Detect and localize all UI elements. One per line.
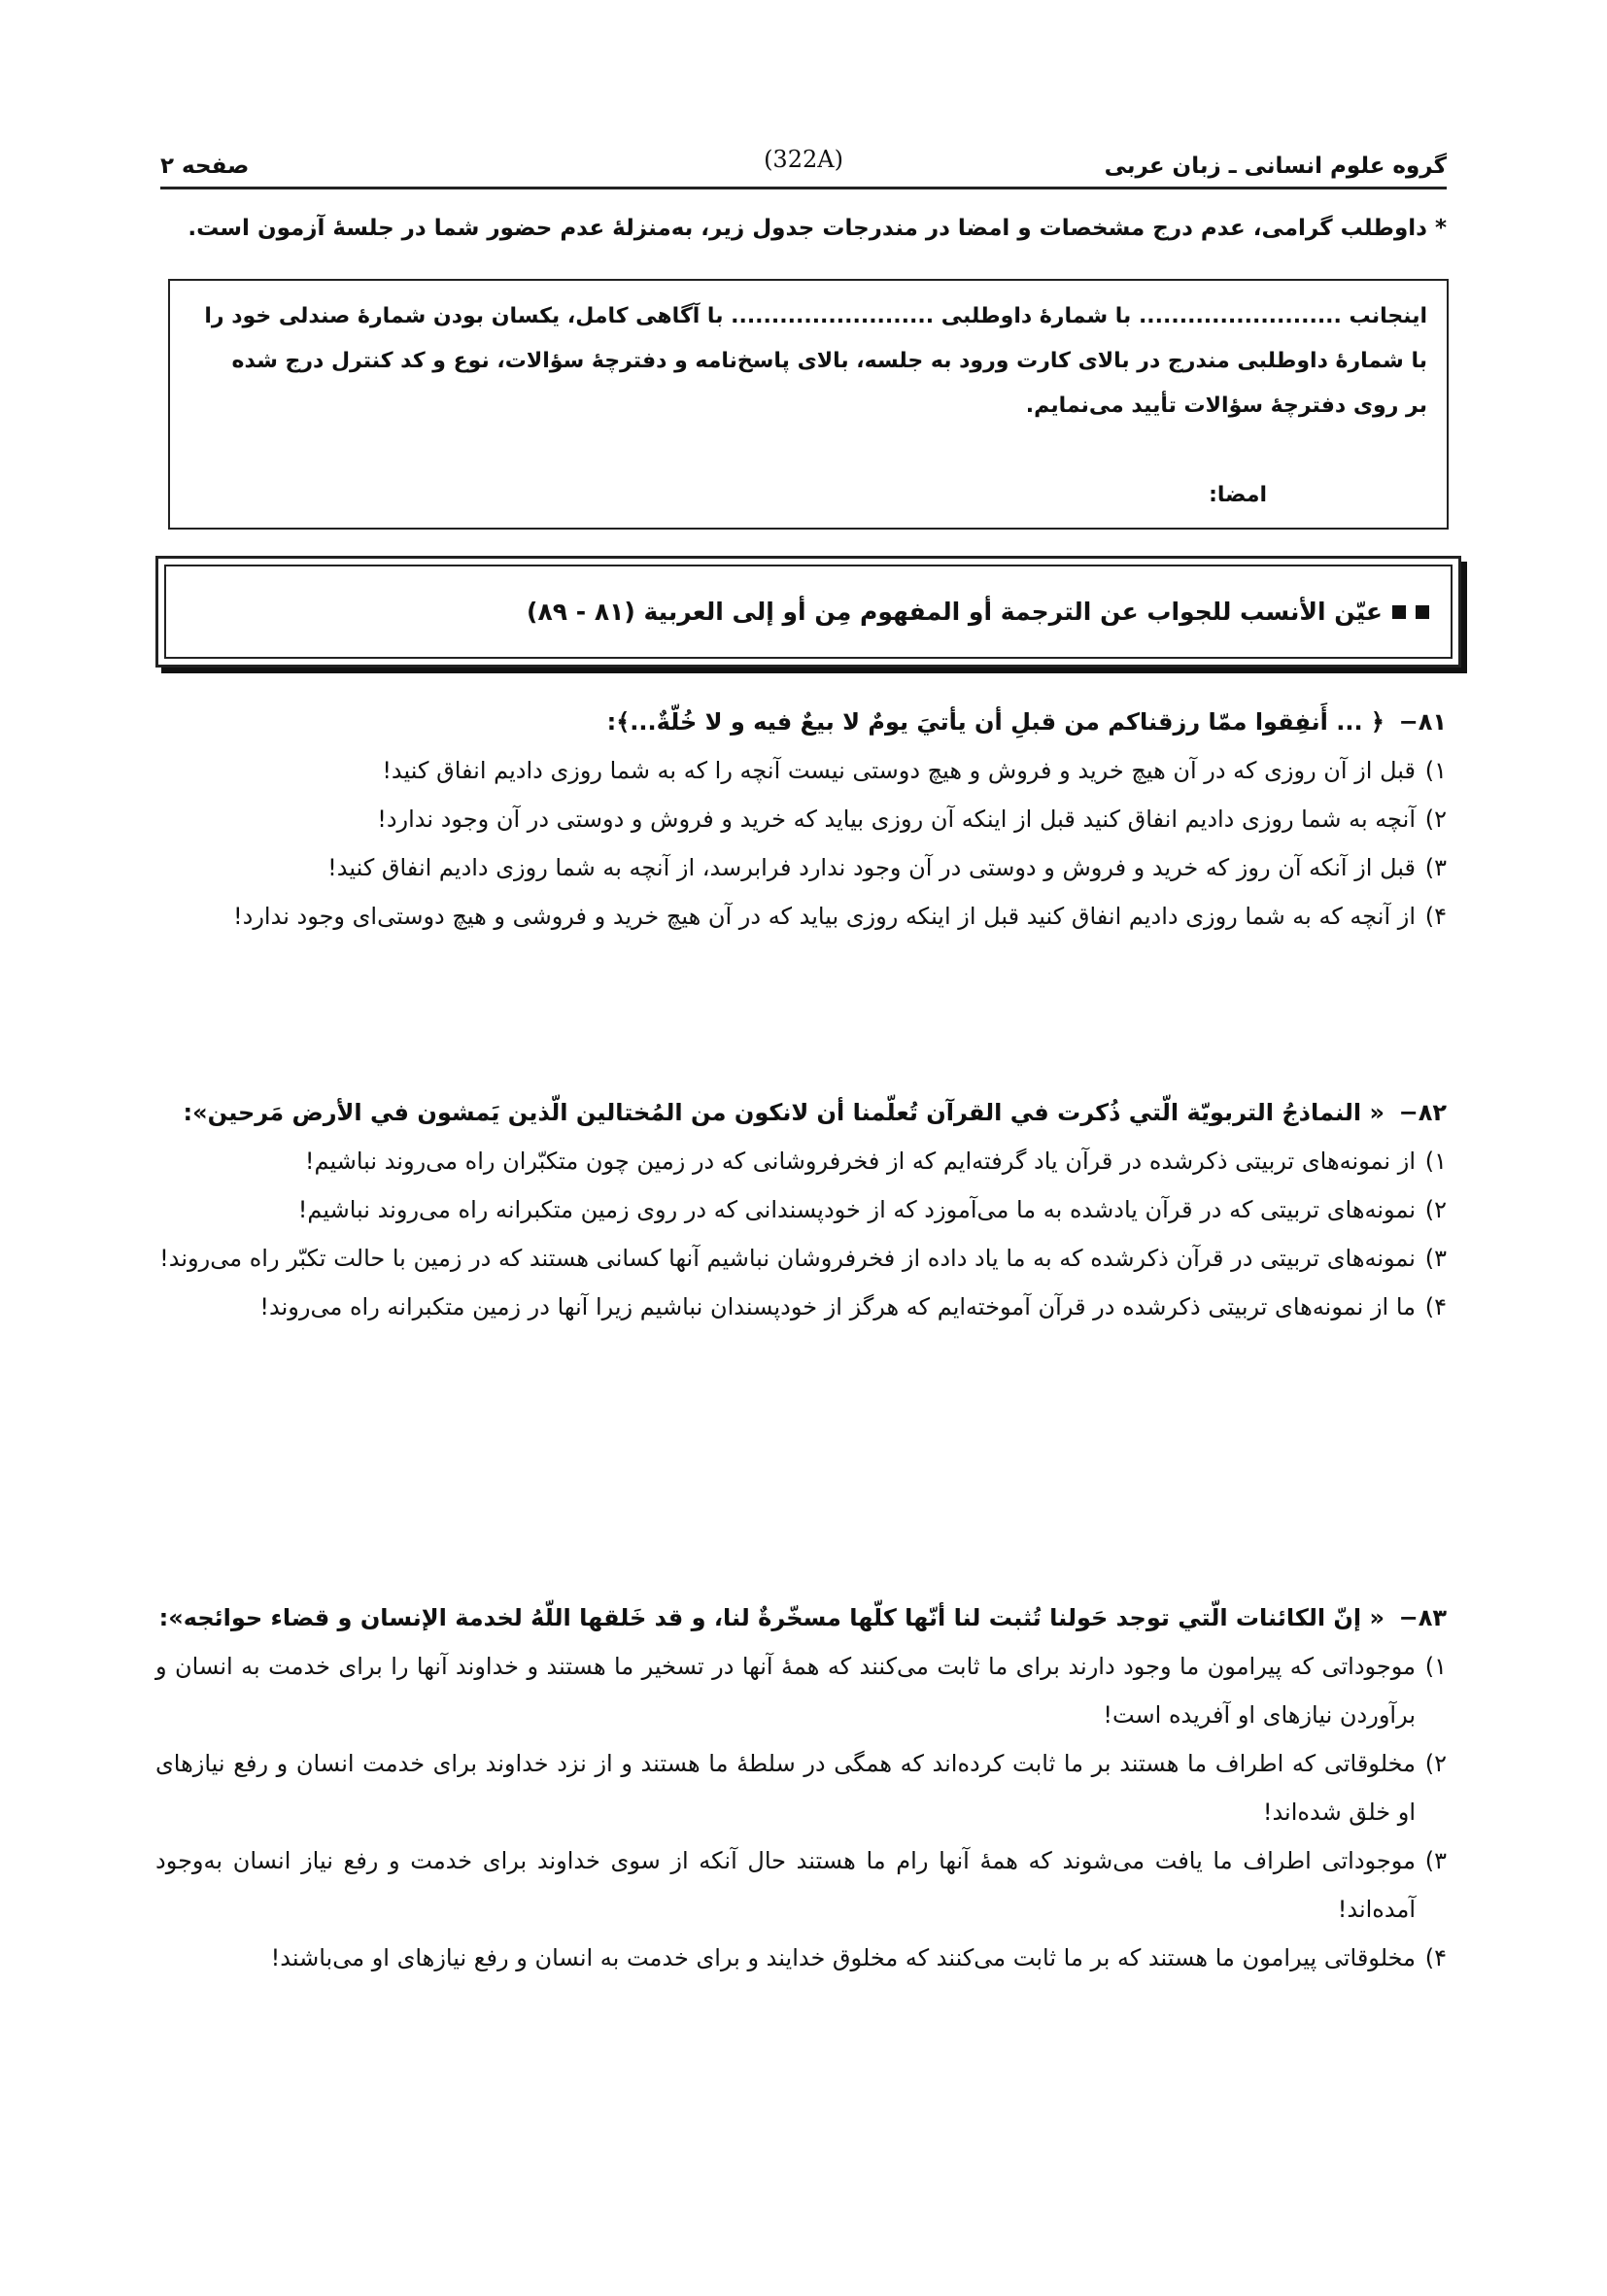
answer-option[interactable] <box>155 1934 1447 1982</box>
option-number: ۳) <box>1424 1245 1447 1272</box>
option-text: ما از نمونه‌های تربیتی ذکرشده در قرآن آموخته‌ایم که هرگز از خودپسندان نباشیم زیرا آنها در زمین متکبرانه راه می‌روند! <box>259 1293 1416 1320</box>
question-82 <box>155 1088 1447 1331</box>
answer-option[interactable] <box>155 1739 1447 1836</box>
answer-option[interactable] <box>155 1234 1447 1283</box>
option-text: از آنچه که به شما روزی دادیم انفاق کنید قبل از اینکه روزی بیاید که در آن هیچ خرید و فروشی و هیچ دوستی‌ای وجود ندارد! <box>233 903 1416 930</box>
option-text: نمونه‌های تربیتی که در قرآن یادشده به ما می‌آموزد که از خودپسندانی که در روی زمین متکبرانه راه می‌روند نباشیم! <box>297 1196 1416 1223</box>
section-title: عیّن الأنسب للجواب عن الترجمة أو المفهوم مِن أو إلی العربیة (۸۱ - ۸۹) <box>527 598 1383 626</box>
option-number: ۱) <box>1424 1653 1447 1680</box>
question-number: ۸۱− <box>1398 708 1447 736</box>
option-number: ۳) <box>1424 854 1447 881</box>
option-number: ۴) <box>1424 1944 1447 1971</box>
question-stem: « إنّ الکائنات الّتي توجد حَولنا تُثبت لنا أنّها کلّها مسخّرةٌ لنا، و قد خَلقها اللّهُ لخدمة الإنسان و قضاء حوائجه»: <box>158 1604 1385 1631</box>
square-bullet-icon <box>1416 605 1429 619</box>
answer-option[interactable] <box>155 843 1447 892</box>
square-bullet-icon <box>1392 605 1406 619</box>
option-number: ۲) <box>1424 1196 1447 1223</box>
option-text: نمونه‌های تربیتی در قرآن ذکرشده که به ما یاد داده از فخرفروشان نباشیم آنها کسانی هستند که در زمین با حالت تکبّر راه می‌روند! <box>159 1245 1416 1272</box>
group-title: گروه علوم انسانی ـ زبان عربی <box>1104 154 1447 179</box>
answer-option[interactable] <box>155 795 1447 843</box>
question-number: ۸۲− <box>1398 1099 1447 1126</box>
option-text: موجوداتی اطراف ما یافت می‌شوند که همهٔ آنها رام ما هستند حال آنکه از سوی خداوند برای خدمت و رفع نیاز انسان به‌وجود آمده‌اند! <box>155 1847 1416 1923</box>
section-header <box>155 556 1461 668</box>
option-number: ۲) <box>1424 1750 1447 1777</box>
option-number: ۱) <box>1424 1148 1447 1175</box>
answer-option[interactable] <box>155 746 1447 795</box>
option-text: مخلوقاتی که اطراف ما هستند بر ما ثابت کرده‌اند که همگی در سلطهٔ ما هستند و از نزد خداوند برای خدمت انسان و رفع نیازهای او خلق شده‌اند! <box>155 1750 1416 1826</box>
question-81 <box>155 698 1447 941</box>
confirmation-line: بر روی دفترچهٔ سؤالات تأیید می‌نمایم. <box>1025 394 1427 418</box>
confirmation-line: با شمارهٔ داوطلبی مندرج در بالای کارت ورود به جلسه، بالای پاسخ‌نامه و دفترچهٔ سؤالات، نوع و کد کنترل درج شده <box>231 349 1427 373</box>
option-number: ۱) <box>1424 757 1447 784</box>
answer-option[interactable] <box>155 1642 1447 1739</box>
booklet-code: (322A) <box>764 146 843 173</box>
page-header <box>160 146 1447 189</box>
signature-label: امضا: <box>1209 483 1267 507</box>
question-number: ۸۳− <box>1398 1604 1447 1631</box>
answer-option[interactable] <box>155 1185 1447 1234</box>
question-83 <box>155 1593 1447 1982</box>
option-text: مخلوقاتی پیرامون ما هستند که بر ما ثابت می‌کنند که مخلوق خدایند و برای خدمت به انسان و رفع نیازهای او می‌باشند! <box>270 1944 1416 1971</box>
option-text: قبل از آن روزی که در آن هیچ خرید و فروش و هیچ دوستی نیست آنچه را که به شما روزی دادیم انفاق کنید! <box>382 757 1416 784</box>
option-text: موجوداتی که پیرامون ما وجود دارند برای ما ثابت می‌کنند که همهٔ آنها در تسخیر ما هستند و خداوند آنها را برای خدمت به انسان و برآوردن نیازهای او آفریده است! <box>155 1653 1416 1729</box>
answer-option[interactable] <box>155 892 1447 941</box>
question-stem: ﴿ ... أَنفِقوا ممّا رزقناکم من قبلِ أن یأتيَ یومٌ لا بیعٌ فیه و لا خُلّةٌ...﴾: <box>606 708 1385 736</box>
confirmation-line: اینجانب ......................... با شمارهٔ داوطلبی ......................... با آگاهی کامل، یکسان بودن شمارهٔ صندلی خود را <box>204 304 1427 328</box>
answer-option[interactable] <box>155 1137 1447 1185</box>
question-stem: « النماذجُ التربویّة الّتي ذُکرت في القرآن تُعلّمنا أن لانکون من المُختالین الّذین یَمشون في الأرض مَرحین»: <box>183 1099 1385 1126</box>
option-number: ۴) <box>1424 903 1447 930</box>
option-number: ۴) <box>1424 1293 1447 1320</box>
confirmation-box <box>168 279 1449 530</box>
answer-option[interactable] <box>155 1836 1447 1934</box>
answer-option[interactable] <box>155 1283 1447 1331</box>
option-text: آنچه به شما روزی دادیم انفاق کنید قبل از اینکه آن روزی بیاید که خرید و فروش و دوستی در آن وجود ندارد! <box>377 805 1416 833</box>
option-text: قبل از آنکه آن روز که خرید و فروش و دوستی در آن وجود ندارد فرابرسد، از آنچه به شما روزی دادیم انفاق کنید! <box>327 854 1416 881</box>
option-number: ۲) <box>1424 805 1447 833</box>
option-number: ۳) <box>1424 1847 1447 1874</box>
candidate-notice: * داوطلب گرامی، عدم درج مشخصات و امضا در مندرجات جدول زیر، به‌منزلهٔ عدم حضور شما در جلسهٔ آزمون است. <box>188 216 1447 241</box>
page-number: صفحه ۲ <box>160 154 250 179</box>
option-text: از نمونه‌های تربیتی ذکرشده در قرآن یاد گرفته‌ایم که از فخرفروشانی که در زمین چون متکبّران راه می‌روند نباشیم! <box>304 1148 1416 1175</box>
